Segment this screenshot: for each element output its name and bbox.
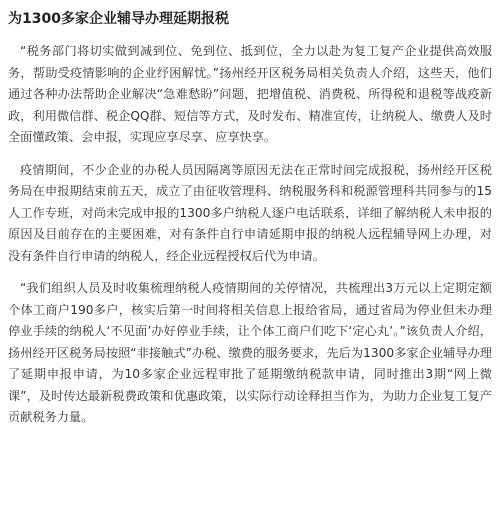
article-title: 为1300多家企业辅导办理延期报税: [8, 11, 229, 27]
article-paragraph-2: 疫情期间，不少企业的办税人员因隔离等原因无法在正常时间完成报税，扬州经开区税务局在申报期结束前五天，成立了由征收管理科、纳税服务科和税源管理科共同参与的15人工作专班，对尚未完成申报的1300多户纳税人逐户电话联系，详细了解纳税人未申报的原因及目前存在的主要困难，对有条件自行申请延期申报的纳税人远程辅导网上办理，对没有条件自行申请的纳税人，经企业远程授权后代为申请。: [8, 162, 492, 263]
article-paragraph-1: “税务部门将切实做到减到位、免到位、抵到位，全力以赴为复工复产企业提供高效服务，帮助受疫情影响的企业纾困解忧。”扬州经开区税务局相关负责人介绍，这些天，他们通过各种办法帮助企业解决“急难愁盼”问题，把增值税、消费税、所得税和退税等战疫新政，利用微信群、税企QQ群、短信等方式，及时发布、精准宣传，让纳税人、缴费人及时全面懂政策、会申报，实现应享尽享、应享快享。: [8, 44, 492, 144]
article-paragraph-3: “我们组织人员及时收集梳理纳税人疫情期间的关停情况，共梳理出3万元以上定期定额个体工商户190多户，核实后第一时间将相关信息上报给省局，通过省局为停业但未办理停业手续的纳税人‘不见面’办好停业手续，让个体工商户们吃下‘定心丸’。”该负责人介绍，扬州经开区税务局按照“非接触式”办税、缴费的服务要求，先后为1300多家企业辅导办理了延期申报申请，为10多家企业远程审批了延期缴纳税款申请，同时推出3期“网上微课”，及时传达最新税费政策和优惠政策，以实际行动诠释担当作为，为助力企业复工复产贡献税务力量。: [8, 281, 492, 424]
